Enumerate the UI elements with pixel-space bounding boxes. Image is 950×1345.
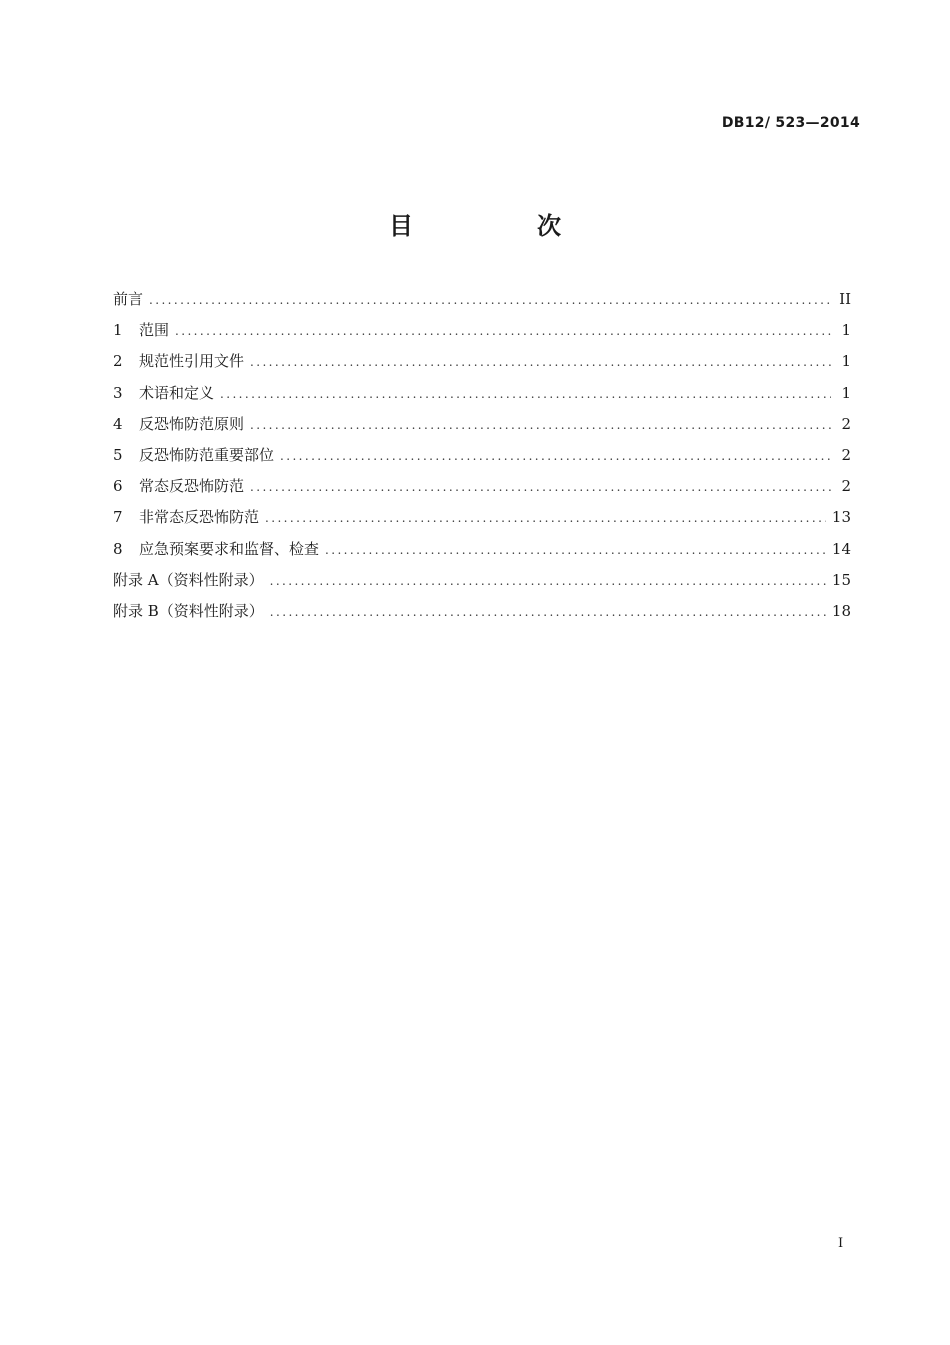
toc-leader-dots: [270, 566, 826, 597]
toc-entry-number: 6: [113, 477, 123, 496]
toc-entry-5[interactable]: [113, 440, 851, 471]
toc-entry-page: 15: [831, 570, 851, 589]
toc-entry-label: 前言: [113, 290, 144, 308]
toc-entry-3[interactable]: [113, 378, 851, 409]
toc-entry-page: 14: [831, 539, 851, 558]
toc-entry-number: 8: [113, 539, 123, 558]
toc-entry-page: 1: [841, 383, 851, 402]
toc-entry-number: 4: [113, 414, 123, 433]
page-number: I: [838, 1236, 844, 1251]
standard-code: DB12/ 523—2014: [721, 115, 860, 131]
toc-entry-label: 附录 A（资料性附录）: [113, 570, 264, 589]
toc-leader-dots: [250, 347, 831, 378]
toc-entry-label: 规范性引用文件: [139, 352, 245, 371]
toc-entry-page: 2: [841, 477, 851, 496]
toc-entry-page: 2: [841, 414, 851, 433]
toc-entry-label: 反恐怖防范重要部位: [139, 445, 275, 464]
toc-leader-dots: [149, 285, 831, 316]
toc-entry-label: 反恐怖防范原则: [139, 414, 245, 433]
toc-entry-label: 范围: [139, 321, 170, 340]
toc-entry-6[interactable]: [113, 471, 851, 502]
toc-leader-dots: [250, 472, 831, 503]
toc-leader-dots: [265, 503, 826, 534]
toc-entry-appendix-a[interactable]: [113, 565, 851, 596]
toc-entry-number: 1: [113, 321, 123, 340]
toc-entry-appendix-b[interactable]: [113, 596, 851, 627]
toc-entry-number: 5: [113, 445, 123, 464]
toc-entry-8[interactable]: [113, 534, 851, 565]
page-title: 目 次: [389, 212, 611, 240]
toc-entry-label: 非常态反恐怖防范: [139, 508, 260, 527]
table-of-contents: [113, 284, 851, 627]
toc-entry-page: 1: [841, 321, 851, 340]
toc-entry-page: 13: [831, 508, 851, 527]
toc-entry-label: 常态反恐怖防范: [139, 477, 245, 496]
toc-leader-dots: [280, 441, 831, 472]
toc-leader-dots: [270, 597, 826, 628]
toc-entry-page: II: [839, 290, 851, 308]
toc-entry-4[interactable]: [113, 409, 851, 440]
toc-entry-7[interactable]: [113, 502, 851, 533]
toc-entry-2[interactable]: [113, 346, 851, 377]
toc-leader-dots: [250, 410, 831, 441]
toc-leader-dots: [175, 316, 831, 347]
toc-entry-page: 1: [841, 352, 851, 371]
toc-entry-label: 附录 B（资料性附录）: [113, 601, 264, 620]
toc-entry-label: 术语和定义: [139, 383, 215, 402]
toc-entry-1[interactable]: [113, 315, 851, 346]
toc-leader-dots: [325, 535, 826, 566]
toc-entry-number: 7: [113, 508, 123, 527]
toc-entry-number: 2: [113, 352, 123, 371]
toc-entry-label: 应急预案要求和监督、检查: [139, 539, 320, 558]
toc-leader-dots: [220, 379, 831, 410]
toc-entry-foreword[interactable]: [113, 284, 851, 315]
toc-entry-number: 3: [113, 383, 123, 402]
toc-entry-page: 18: [831, 601, 851, 620]
toc-entry-page: 2: [841, 445, 851, 464]
